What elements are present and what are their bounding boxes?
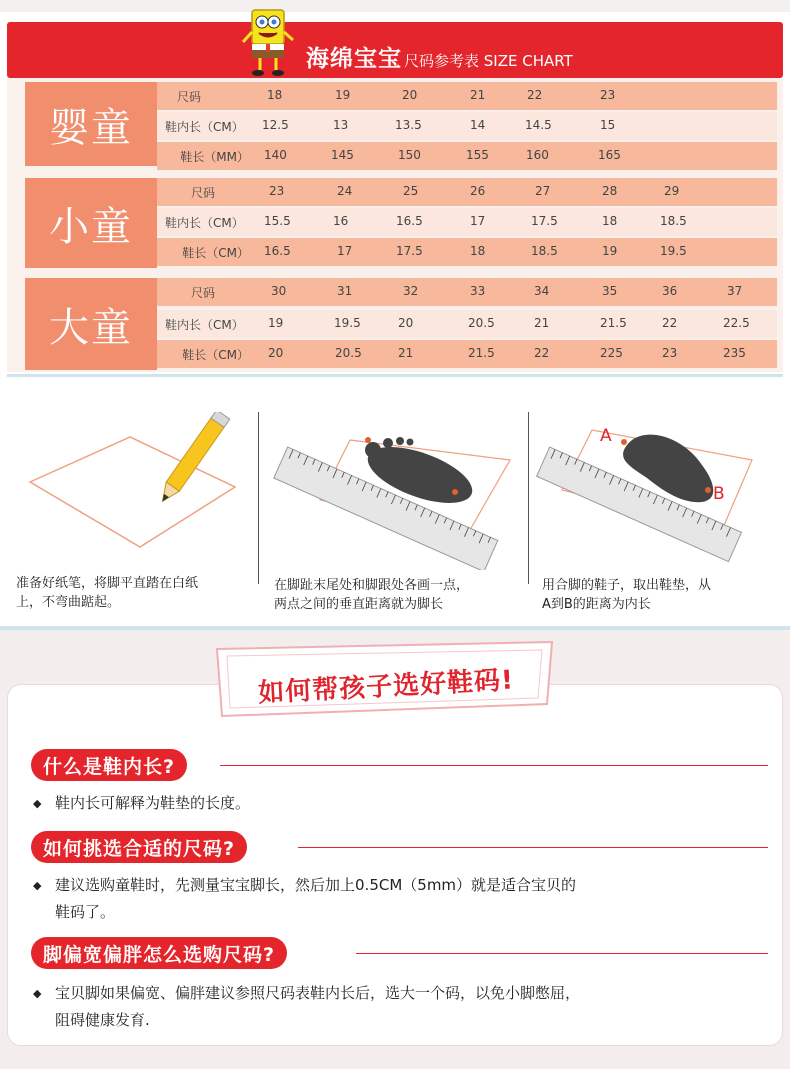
answer-1: [33, 790, 753, 817]
table-cell: 140: [264, 148, 287, 162]
answer-text: 宝贝脚如果偏宽、偏胖建议参照尺码表鞋内长后，选大一个码，以免小脚憋屈，: [55, 984, 581, 1002]
answer-text: 建议选购童鞋时，先测量宝宝脚长，然后加上0.5CM（5mm）就是适合宝贝的: [55, 876, 577, 894]
table-cell: 18.5: [531, 244, 558, 258]
table-cell: 13: [333, 118, 349, 132]
answer-2: [33, 872, 753, 925]
table-cell: 19: [602, 244, 618, 258]
group-label: 大童: [25, 278, 157, 370]
paper-pencil-illustration: [20, 412, 240, 562]
table-cell: 155: [466, 148, 489, 162]
step-3-caption: [542, 576, 782, 614]
table-cell: 21.5: [600, 316, 627, 330]
row-label: 鞋内长（CM）: [165, 215, 244, 230]
header-subtitle: 尺码参考表 SIZE CHART: [404, 52, 573, 70]
table-cell: 20.5: [468, 316, 495, 330]
table-cell: 20: [402, 88, 418, 102]
point-a-label: A: [600, 426, 612, 446]
foot-ruler-illustration: [270, 420, 520, 570]
caption-line: A到B的距离为内长: [542, 597, 651, 612]
table-cell: 21.5: [468, 346, 495, 360]
point-b-label: B: [713, 484, 725, 504]
table-cell: 23: [600, 88, 616, 102]
row-label: 鞋内长（CM）: [165, 317, 244, 332]
table-cell: 12.5: [262, 118, 289, 132]
table-row: [157, 238, 777, 266]
table-cell: 19.5: [334, 316, 361, 330]
table-cell: 19: [268, 316, 284, 330]
divider-line: [298, 847, 768, 848]
table-cell: 18: [267, 88, 283, 102]
step-2-caption: [274, 576, 524, 614]
table-cell: 23: [269, 184, 285, 198]
caption-line: 在脚趾末尾处和脚跟处各画一点，: [274, 578, 470, 593]
table-cell: 24: [337, 184, 353, 198]
row-label: 尺码: [177, 89, 202, 104]
diamond-bullet-icon: ◆: [33, 879, 42, 892]
size-group-kid: [25, 278, 777, 370]
table-cell: 21: [534, 316, 550, 330]
divider-line: [356, 953, 768, 954]
table-cell: 30: [271, 284, 287, 298]
group-label: 小童: [25, 178, 157, 268]
guide-divider: [528, 412, 529, 584]
row-label: 鞋长（CM）: [182, 347, 249, 362]
table-cell: 37: [727, 284, 743, 298]
table-cell: 22: [527, 88, 543, 102]
table-cell: 19: [335, 88, 351, 102]
row-label: 尺码: [191, 285, 216, 300]
table-row: [157, 82, 777, 110]
table-cell: 20.5: [335, 346, 362, 360]
table-row: [157, 340, 777, 368]
banner-title: 如何帮孩子选好鞋码!: [257, 665, 515, 709]
table-cell: 16: [333, 214, 349, 228]
table-row: [157, 142, 777, 170]
table-cell: 17.5: [396, 244, 423, 258]
table-cell: 22: [662, 316, 678, 330]
table-cell: 14: [470, 118, 486, 132]
table-row: [157, 278, 777, 306]
table-cell: 16.5: [264, 244, 291, 258]
diamond-bullet-icon: ◆: [33, 797, 42, 810]
table-cell: 35: [602, 284, 618, 298]
table-cell: 18.5: [660, 214, 687, 228]
table-row: [157, 208, 777, 236]
header-brand: 海绵宝宝: [306, 46, 402, 72]
table-cell: 235: [723, 346, 746, 360]
size-group-infant: [25, 82, 777, 166]
caption-line: 两点之间的垂直距离就为脚长: [274, 597, 444, 612]
size-table: [7, 78, 783, 372]
table-cell: 23: [662, 346, 678, 360]
table-cell: 34: [534, 284, 550, 298]
caption-line: 上，不弯曲踮起。: [16, 595, 121, 610]
question-wide-foot-size: 脚偏宽偏胖怎么选购尺码?: [31, 937, 287, 969]
table-row: [157, 112, 777, 140]
table-cell: 14.5: [525, 118, 552, 132]
table-cell: 32: [403, 284, 419, 298]
answer-3: [33, 980, 753, 1033]
table-cell: 22.5: [723, 316, 750, 330]
table-cell: 16.5: [396, 214, 423, 228]
answer-text: 鞋码了。: [55, 903, 116, 921]
spongebob-mascot-icon: [240, 6, 296, 78]
divider-line: [220, 765, 768, 766]
table-cell: 17.5: [531, 214, 558, 228]
group-label: 婴童: [25, 82, 157, 166]
table-cell: 27: [535, 184, 551, 198]
table-cell: 26: [470, 184, 486, 198]
row-label: 尺码: [191, 185, 216, 200]
table-row: [157, 310, 777, 338]
table-cell: 160: [526, 148, 549, 162]
step-1-caption: [16, 574, 256, 612]
diamond-bullet-icon: ◆: [33, 987, 42, 1000]
row-label: 鞋内长（CM）: [165, 119, 244, 134]
table-cell: 18: [470, 244, 486, 258]
insole-ruler-illustration: [532, 420, 782, 570]
table-row: [157, 178, 777, 206]
table-cell: 25: [403, 184, 419, 198]
table-cell: 20: [268, 346, 284, 360]
table-cell: 22: [534, 346, 550, 360]
table-cell: 13.5: [395, 118, 422, 132]
table-cell: 17: [337, 244, 353, 258]
table-cell: 28: [602, 184, 618, 198]
answer-text: 阻碍健康发育.: [55, 1011, 150, 1029]
guide-divider: [258, 412, 259, 584]
question-what-is-inner-length: 什么是鞋内长?: [31, 749, 187, 781]
header-title: [306, 40, 573, 73]
caption-line: 用合脚的鞋子，取出鞋垫，从: [542, 578, 712, 593]
size-group-toddler: [25, 178, 777, 268]
answer-text: 鞋内长可解释为鞋垫的长度。: [55, 794, 251, 812]
table-cell: 225: [600, 346, 623, 360]
table-cell: 31: [337, 284, 353, 298]
table-cell: 36: [662, 284, 678, 298]
table-cell: 15.5: [264, 214, 291, 228]
table-cell: 15: [600, 118, 616, 132]
table-cell: 21: [398, 346, 414, 360]
table-cell: 19.5: [660, 244, 687, 258]
table-cell: 17: [470, 214, 486, 228]
caption-line: 准备好纸笔，将脚平直踏在白纸: [16, 576, 199, 591]
top-strip: [0, 0, 790, 12]
row-label: 鞋长（MM）: [180, 149, 249, 164]
table-cell: 29: [664, 184, 680, 198]
table-cell: 18: [602, 214, 618, 228]
row-label: 鞋长（CM）: [182, 245, 249, 260]
table-cell: 21: [470, 88, 486, 102]
table-cell: 145: [331, 148, 354, 162]
table-cell: 165: [598, 148, 621, 162]
table-cell: 150: [398, 148, 421, 162]
table-cell: 20: [398, 316, 414, 330]
question-how-to-choose-size: 如何挑选合适的尺码?: [31, 831, 247, 863]
table-cell: 33: [470, 284, 486, 298]
